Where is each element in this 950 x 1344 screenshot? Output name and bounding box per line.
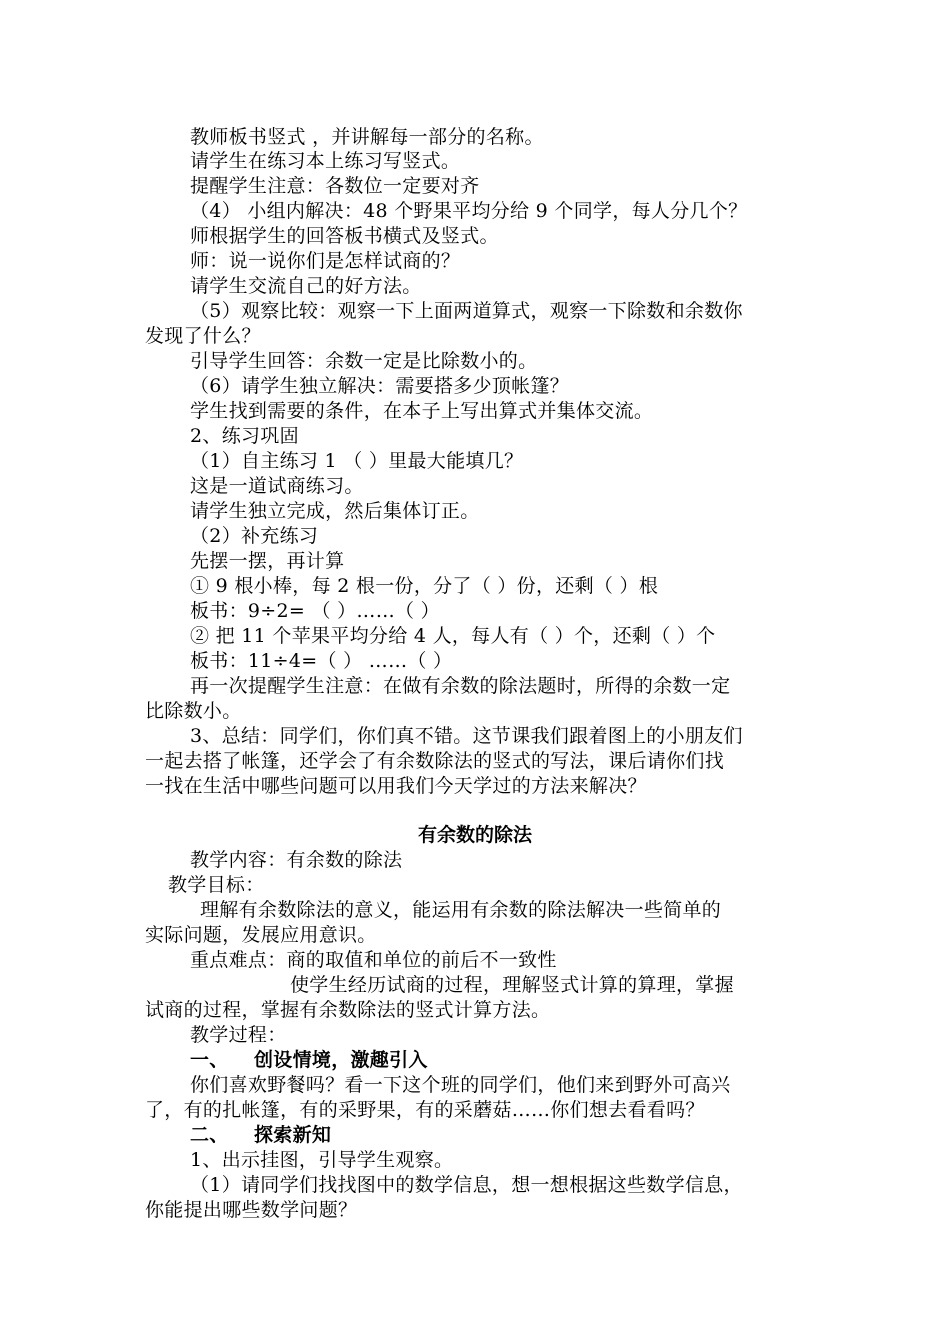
text-line: 比除数小。 <box>145 700 242 722</box>
text-line: 师根据学生的回答板书横式及竖式。 <box>190 225 499 247</box>
process-label: 教学过程： <box>190 1024 287 1046</box>
text-line: 板书：9÷2= （ ）……（ ） <box>190 600 440 622</box>
text-line: （5）观察比较：观察一下上面两道算式，观察一下除数和余数你 <box>190 300 743 322</box>
text-line: 你们喜欢野餐吗？看一下这个班的同学们，他们来到野外可高兴 <box>190 1074 731 1096</box>
section-number: 一、 <box>190 1049 229 1071</box>
text-line: 引导学生回答：余数一定是比除数小的。 <box>190 350 538 372</box>
text-line: 你能提出哪些数学问题？ <box>145 1199 358 1221</box>
section-number: 二、 <box>190 1124 229 1146</box>
text-line: 教师板书竖式 ，并讲解每一部分的名称。 <box>190 126 544 148</box>
text-line: 发现了什么？ <box>145 325 261 347</box>
section-title: 有余数的除法 <box>417 824 532 846</box>
text-line: （1）请同学们找找图中的数学信息，想一想根据这些数学信息， <box>190 1174 743 1196</box>
keypoints-line: 试商的过程，掌握有余数除法的竖式计算方法。 <box>145 999 551 1021</box>
text-line: 再一次提醒学生注意：在做有余数的除法题时，所得的余数一定 <box>190 675 731 697</box>
text-line: ② 把 11 个苹果平均分给 4 人，每人有（ ）个，还剩（ ）个 <box>190 625 716 647</box>
text-line: （1）自主练习 1 （ ）里最大能填几？ <box>190 450 524 472</box>
teaching-goal-line: 理解有余数除法的意义，能运用有余数的除法解决一些简单的 <box>200 899 722 921</box>
teaching-goal-line: 实际问题，发展应用意识。 <box>145 924 377 946</box>
keypoints-line: 使学生经历试商的过程，理解竖式计算的算理，掌握 <box>290 974 734 996</box>
text-line: 请学生独立完成，然后集体订正。 <box>190 500 480 522</box>
text-line: ① 9 根小棒，每 2 根一份，分了（ ）份，还剩（ ）根 <box>190 575 659 597</box>
section-heading-text: 探索新知 <box>254 1124 332 1146</box>
text-line: 这是一道试商练习。 <box>190 475 364 497</box>
text-line: 3、总结：同学们，你们真不错。这节课我们跟着图上的小朋友们 <box>190 725 743 747</box>
section-heading <box>190 1123 331 1147</box>
section-heading <box>190 1048 428 1072</box>
text-line: 一起去搭了帐篷，还学会了有余数除法的竖式的写法，课后请你们找 <box>145 750 725 772</box>
text-line: 请学生交流自己的好方法。 <box>190 275 422 297</box>
teaching-content: 教学内容：有余数的除法 <box>190 849 403 871</box>
text-line: （6）请学生独立解决：需要搭多少顶帐篷？ <box>190 375 570 397</box>
text-line: （4） 小组内解决：48 个野果平均分给 9 个同学，每人分几个？ <box>190 200 748 222</box>
text-line: （2）补充练习 <box>190 525 319 547</box>
text-line: 了，有的扎帐篷，有的采野果，有的采蘑菇……你们想去看看吗？ <box>145 1099 705 1121</box>
text-line: 师：说一说你们是怎样试商的？ <box>190 250 461 272</box>
text-line: 学生找到需要的条件，在本子上写出算式并集体交流。 <box>190 400 654 422</box>
text-line: 1、出示挂图，引导学生观察。 <box>190 1149 454 1171</box>
text-line: 一找在生活中哪些问题可以用我们今天学过的方法来解决？ <box>145 775 647 797</box>
section-heading-text: 创设情境，激趣引入 <box>254 1049 428 1071</box>
text-line: 2、练习巩固 <box>190 425 299 447</box>
text-line: 请学生在练习本上练习写竖式。 <box>190 150 461 172</box>
teaching-goal-label: 教学目标： <box>168 874 265 896</box>
text-line: 提醒学生注意：各数位一定要对齐 <box>190 175 480 197</box>
text-line: 先摆一摆，再计算 <box>190 550 345 572</box>
keypoints-line: 重点难点：商的取值和单位的前后不一致性 <box>190 949 557 971</box>
text-line: 板书：11÷4=（ ） ……（ ） <box>190 650 453 672</box>
